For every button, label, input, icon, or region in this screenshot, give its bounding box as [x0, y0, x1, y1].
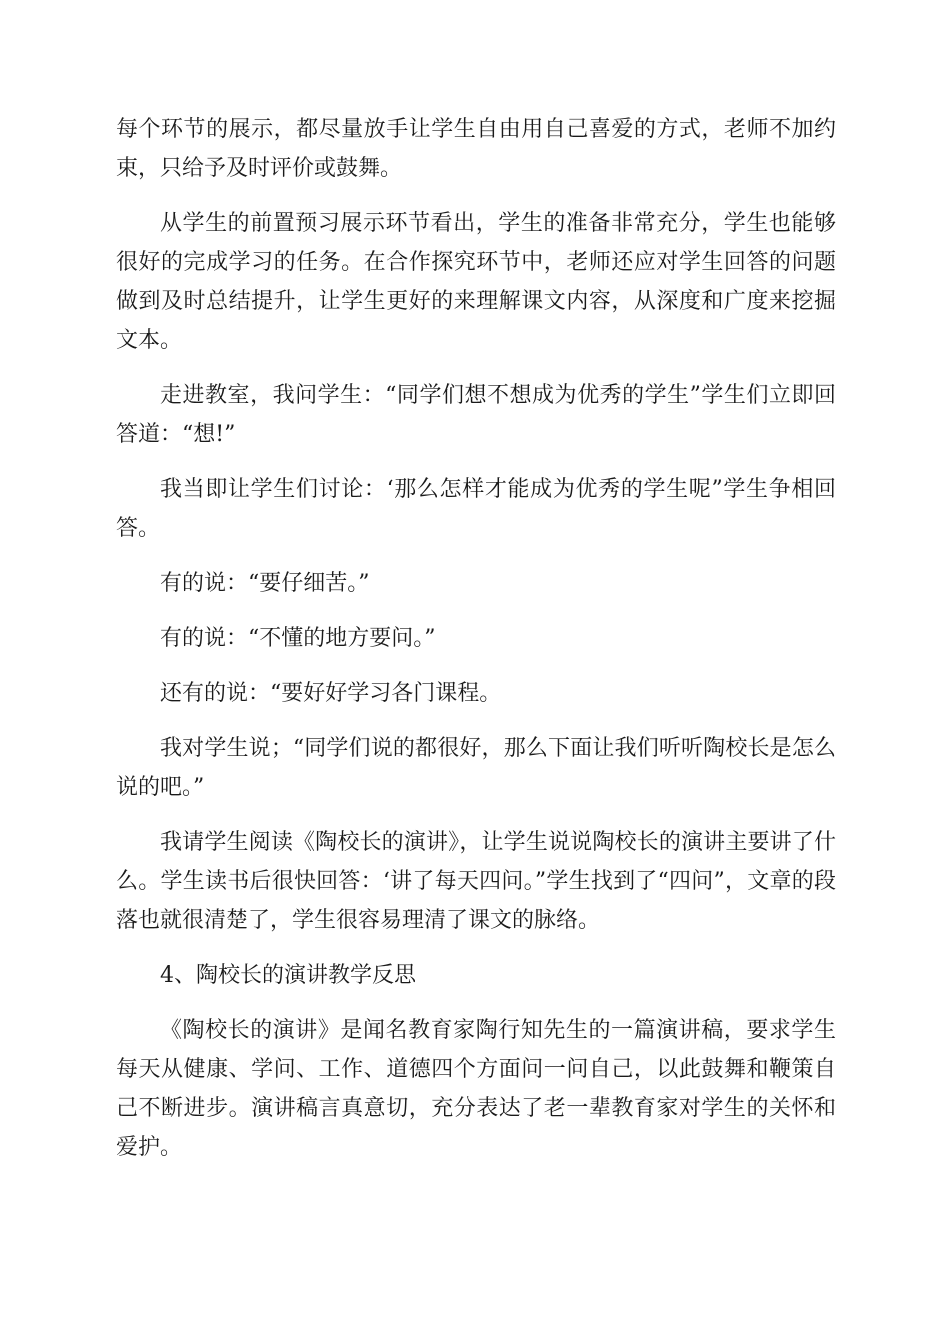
paragraph-reading: 我请学生阅读《陶校长的演讲》，让学生说说陶校长的演讲主要讲了什么。学生读书后很快回答：‘讲了每天四问。”学生找到了“四问”，文章的段落也就很清楚了，学生很容易理清了课文的脉络。	[116, 830, 836, 933]
paragraph-intro: 《陶校长的演讲》是闻名教育家陶行知先生的一篇演讲稿，要求学生每天从健康、学问、工作、道德四个方面问一问自己，以此鼓舞和鞭策自己不断进步。演讲稿言真意切，充分表达了老一辈教育家对学生的关怀和爱护。	[116, 1018, 836, 1160]
paragraph-classroom-question: 走进教室，我问学生：“同学们想不想成为优秀的学生”学生们立即回答道：“想!”	[116, 383, 836, 447]
paragraph-continuation: 每个环节的展示，都尽量放手让学生自由用自己喜爱的方式，老师不加约束，只给予及时评价或鼓舞。	[116, 117, 836, 181]
paragraph-preview-reflection: 从学生的前置预习展示环节看出，学生的准备非常充分，学生也能够很好的完成学习的任务。在合作探究环节中，老师还应对学生回答的问题做到及时总结提升，让学生更好的来理解课文内容，从深度和广度来挖掘文本。	[116, 211, 836, 353]
paragraph-discussion: 我当即让学生们讨论：‘那么怎样才能成为优秀的学生呢”学生争相回答。	[116, 477, 836, 541]
paragraph-answer-3: 还有的说：“要好好学习各门课程。	[160, 681, 502, 706]
document-body	[116, 110, 836, 1183]
paragraph-answer-2: 有的说：“不懂的地方要问。”	[160, 626, 436, 651]
paragraph-answer-1: 有的说：“要仔细苦。”	[160, 571, 370, 596]
paragraph-teacher-reply: 我对学生说；“同学们说的都很好，那么下面让我们听听陶校长是怎么说的吧。”	[116, 736, 836, 800]
section-heading: 4、陶校长的演讲教学反思	[160, 963, 416, 988]
